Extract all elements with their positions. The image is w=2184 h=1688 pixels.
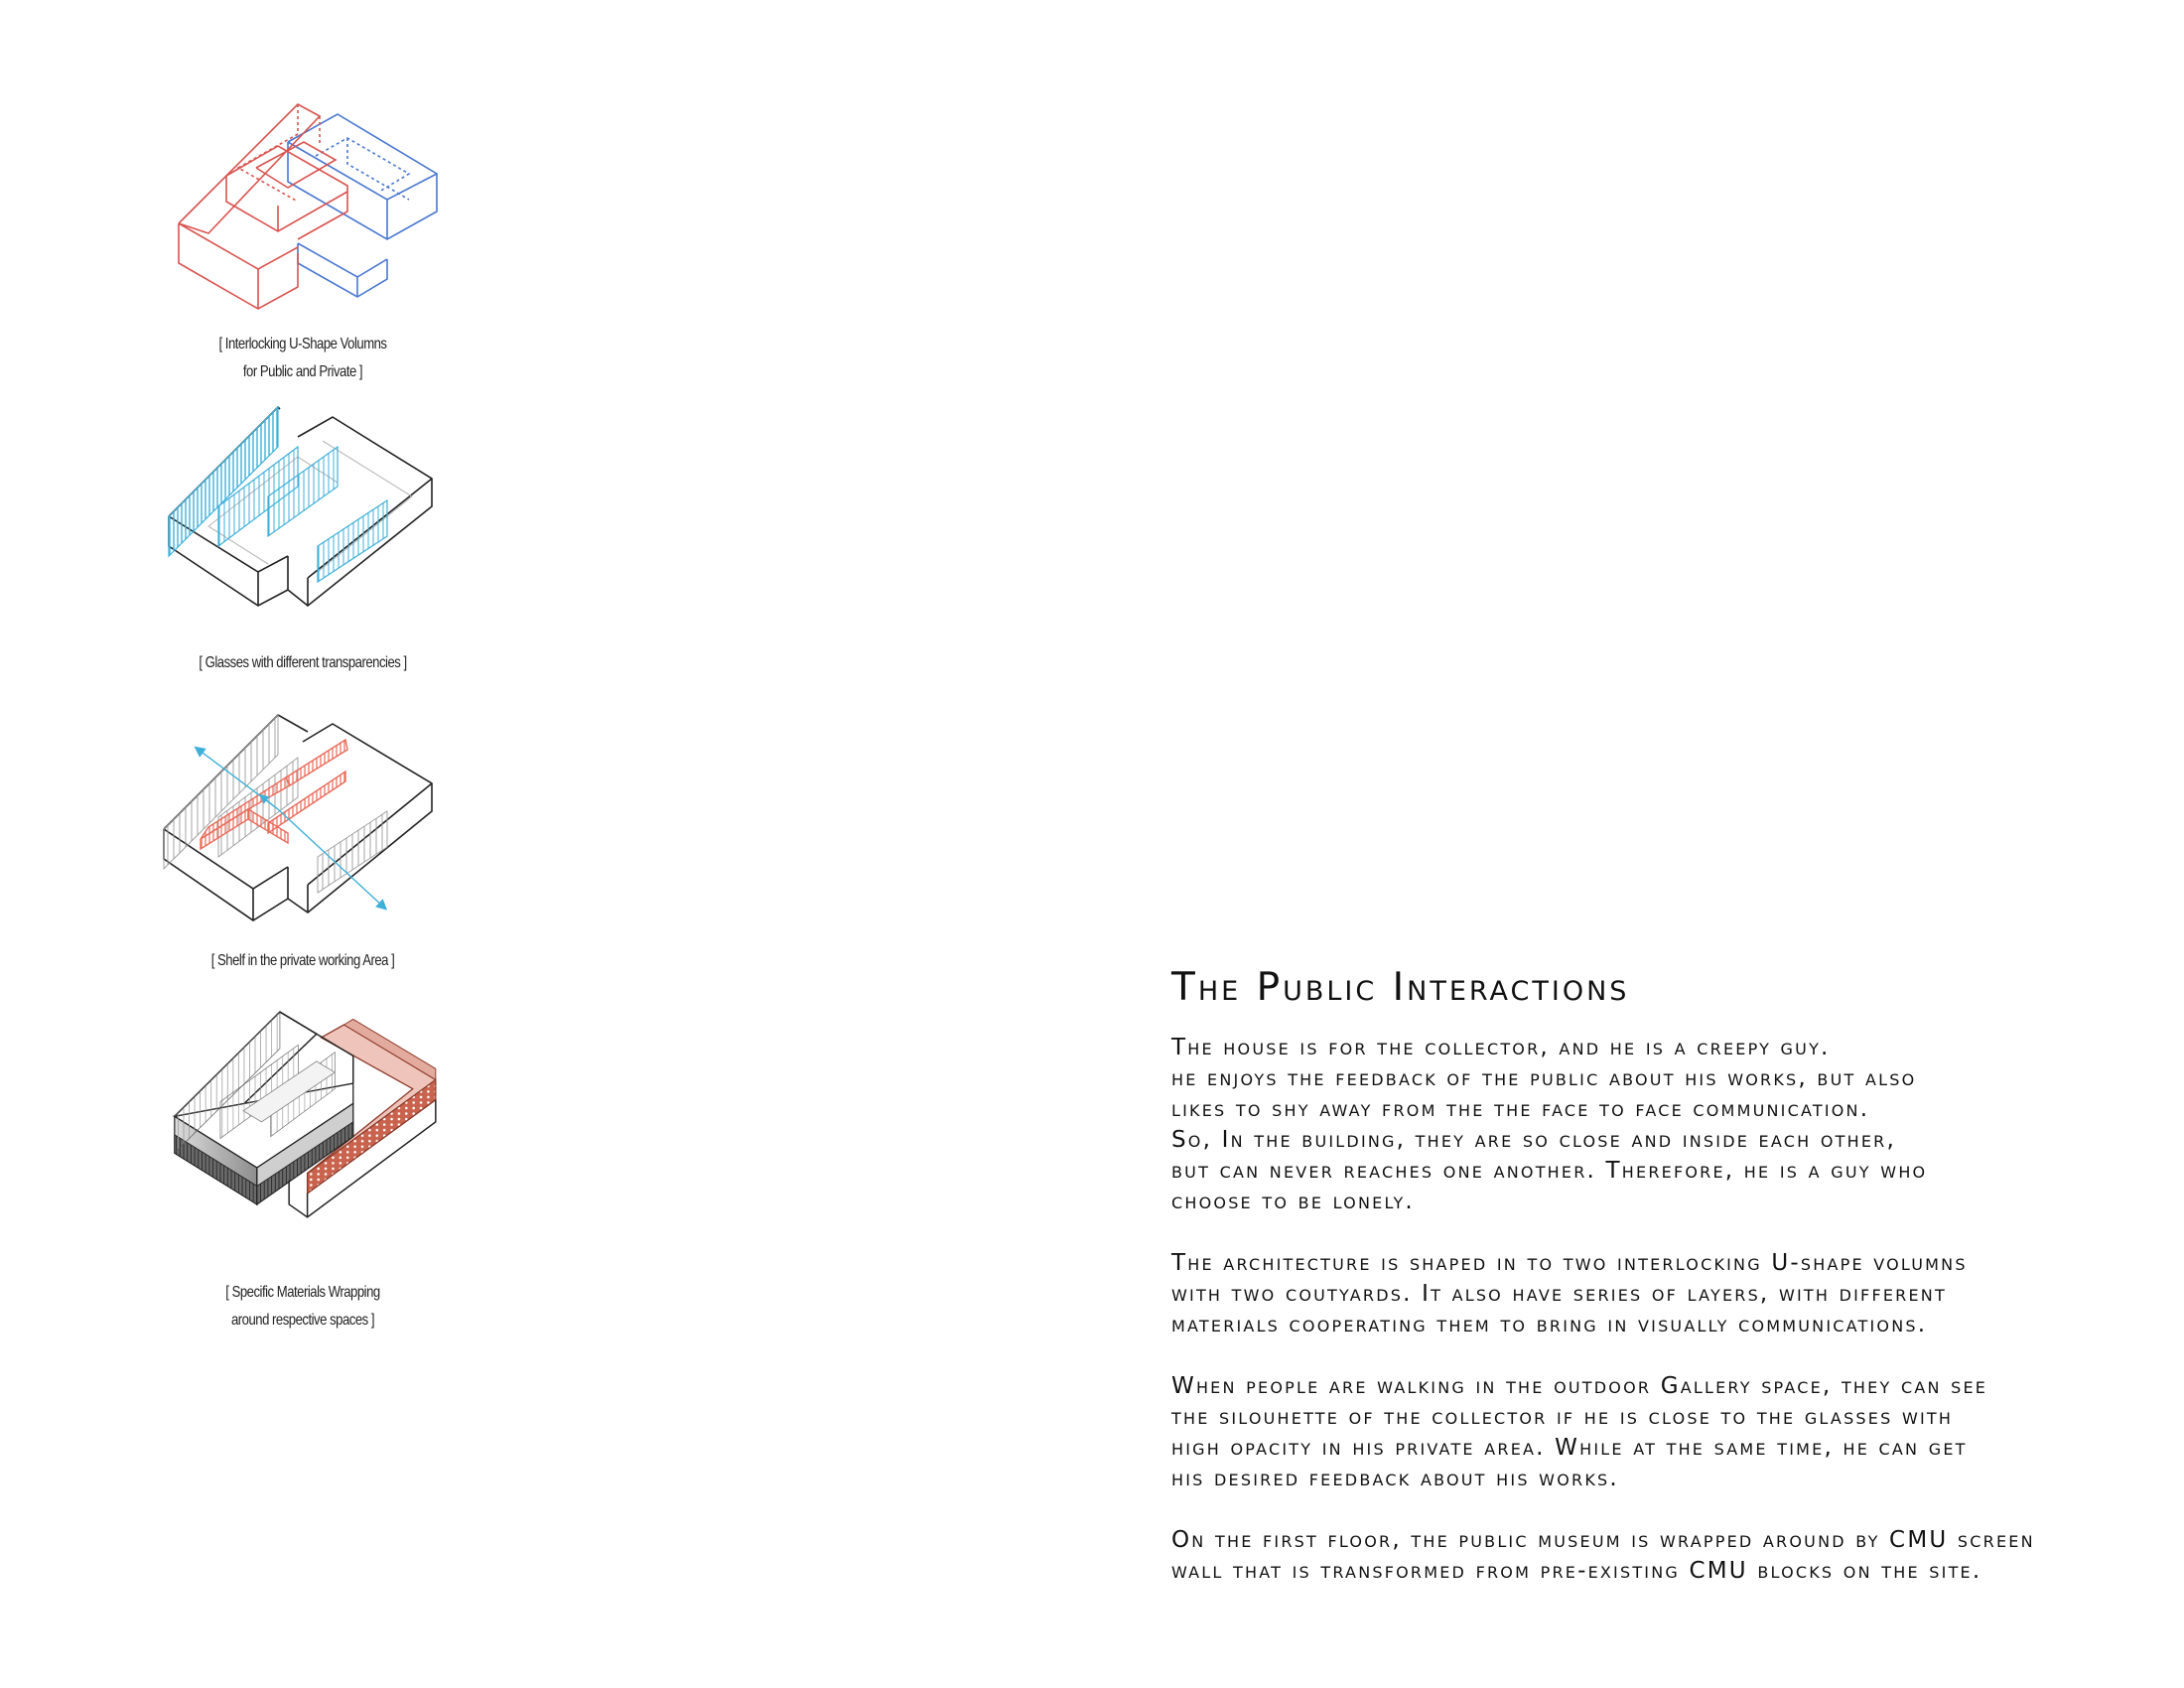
diagram-materials [149, 1001, 457, 1239]
paragraph-line: wall that is transformed from pre-existing CMU blocks on the site. [1171, 1558, 1982, 1584]
paragraph-line: likes to shy away from the the face to face communication. [1171, 1096, 1870, 1122]
glasses-drawing [149, 397, 457, 635]
article [1171, 965, 2095, 1618]
paragraph-first-floor [1171, 1525, 2095, 1587]
paragraph-line: his desired feedback about his works. [1171, 1466, 1619, 1491]
paragraph-line: The house is for the collector, and he is a creepy guy. [1171, 1035, 1831, 1060]
private-volume-outline [288, 114, 437, 297]
paragraph-collector [1171, 1033, 2095, 1217]
materials-drawing [149, 1001, 457, 1239]
paragraph-line: So, In the building, they are so close and inside each other, [1171, 1127, 1896, 1153]
paragraph-line: choose to be lonely. [1171, 1189, 1415, 1214]
paragraph-line: materials cooperating them to bring in visually communications. [1171, 1312, 1928, 1337]
caption-line: for Public and Private ] [242, 363, 363, 380]
diagram-interlocking-volumes [149, 94, 457, 333]
glass-panels [169, 407, 387, 582]
glass-panels [164, 715, 387, 893]
paragraph-line: When people are walking in the outdoor Gallery space, they can see [1171, 1373, 1988, 1399]
public-volume-outline [179, 104, 347, 309]
caption-materials [177, 1279, 429, 1335]
paragraph-line: The architecture is shaped in to two interlocking U-shape volumns [1171, 1250, 1968, 1276]
paragraph-line: On the first floor, the public museum is wrapped around by CMU screen [1171, 1527, 2035, 1553]
caption-shelf [177, 947, 429, 975]
page-title: The Public Interactions [1171, 965, 1630, 1010]
interlocking-volumes-drawing [149, 94, 457, 333]
paragraph-line: high opacity in his private area. While at the same time, he can get [1171, 1435, 1968, 1461]
caption-line: [ Specific Materials Wrapping [225, 1284, 380, 1301]
caption-line: [ Shelf in the private working Area ] [210, 952, 395, 969]
paragraph-gallery [1171, 1371, 2095, 1494]
paragraph-line: the silouhette of the collector if he is close to the glasses with [1171, 1404, 1954, 1430]
caption-line: around respective spaces ] [230, 1312, 375, 1329]
caption-interlocking-volumes [177, 331, 429, 386]
paragraph-line: he enjoys the feedback of the public about his works, but also [1171, 1065, 1917, 1091]
paragraph-architecture [1171, 1248, 2095, 1340]
caption-glasses [177, 649, 429, 677]
caption-line: [ Interlocking U-Shape Volumns [218, 336, 387, 352]
caption-line: [ Glasses with different transparencies ] [199, 654, 407, 671]
shelf-drawing [149, 700, 457, 938]
paragraph-line: but can never reaches one another. Therefore, he is a guy who [1171, 1158, 1928, 1184]
diagram-shelf [149, 700, 457, 938]
paragraph-line: with two coutyards. It also have series of layers, with different [1171, 1281, 1947, 1307]
diagram-glasses [149, 397, 457, 635]
